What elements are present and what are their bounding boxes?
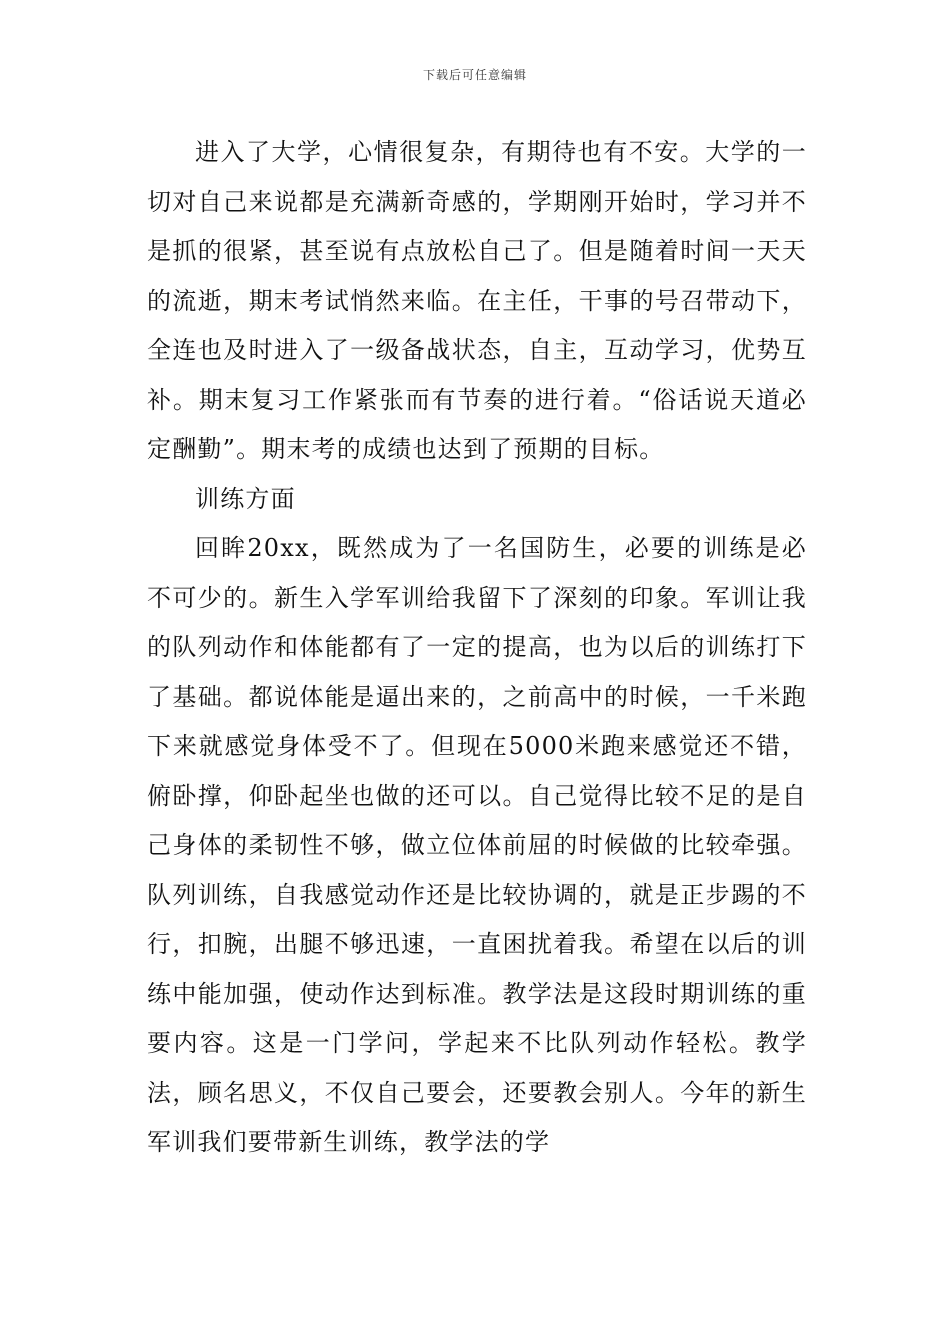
page-header: 下载后可任意编辑 xyxy=(422,68,527,82)
section-heading-training: 训练方面 xyxy=(195,484,296,513)
document-body xyxy=(147,128,807,1168)
paragraph-study: 进入了大学，心情很复杂，有期待也有不安。大学的一切对自己来说都是充满新奇感的，学期刚开始时，学习并不是抓的很紧，甚至说有点放松自己了。但是随着时间一天天的流逝，期末考试悄然来临。在主任，干事的号召带动下，全连也及时进入了一级备战状态，自主，互动学习，优势互补。期末复习工作紧张而有节奏的进行着。“俗话说天道必定酬勤”。期末考的成绩也达到了预期的目标。 xyxy=(147,138,807,463)
paragraph-training: 回眸20xx，既然成为了一名国防生，必要的训练是必不可少的。新生入学军训给我留下了深刻的印象。军训让我的队列动作和体能都有了一定的提高，也为以后的训练打下了基础。都说体能是逼出来的，之前高中的时候，一千米跑下来就感觉身体受不了。但现在5000米跑来感觉还不错，俯卧撑，仰卧起坐也做的还可以。自己觉得比较不足的是自己身体的柔韧性不够，做立位体前屈的时候做的比较牵强。队列训练，自我感觉动作还是比较协调的，就是正步踢的不行，扣腕，出腿不够迅速，一直困扰着我。希望在以后的训练中能加强，使动作达到标准。教学法是这段时期训练的重要内容。这是一门学问，学起来不比队列动作轻松。教学法，顾名思义，不仅自己要会，还要教会别人。今年的新生军训我们要带新生训练，教学法的学 xyxy=(147,534,807,1156)
